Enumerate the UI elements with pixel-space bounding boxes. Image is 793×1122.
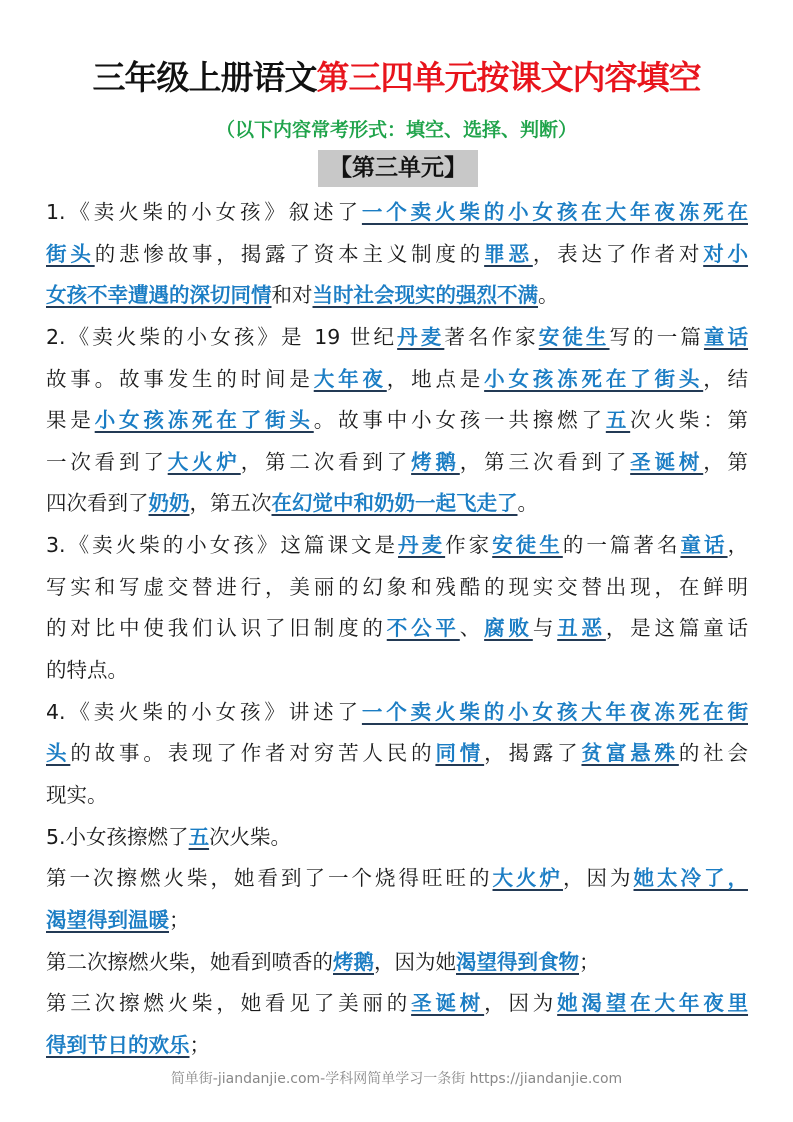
body-text: ，第 [703, 449, 749, 474]
text-line [46, 692, 748, 734]
answer-text: 丑恶 [557, 616, 606, 641]
text-line [46, 317, 748, 359]
body-text: 著名作家 [444, 324, 539, 349]
body-text: ，因为她 [374, 949, 456, 974]
answer-text: 大火炉 [167, 449, 241, 474]
body-text: 第三次擦燃火柴，她看见了美丽的 [46, 991, 412, 1016]
title-red-part: 第三四单元按课文内容填空 [316, 58, 701, 97]
text-line [46, 567, 748, 609]
answer-text: 小女孩冻死在了街头 [484, 366, 704, 391]
text-line [46, 525, 748, 567]
body-text: 写实和写虚交替进行，美丽的幻象和残酷的现实交替出现，在鲜明 [46, 574, 748, 599]
answer-text: 渴望得到温暖 [46, 907, 169, 932]
body-text: ，因为 [563, 866, 634, 891]
answer-text: 腐败 [484, 616, 533, 641]
answer-text: 不公平 [386, 616, 460, 641]
answer-text: 在幻觉中和奶奶一起飞走了 [271, 491, 518, 516]
text-line [46, 483, 748, 525]
answer-text: 丹麦 [397, 324, 445, 349]
answer-text: 安徒生 [538, 324, 610, 349]
body-text: 5.小女孩擦燃了 [46, 824, 189, 849]
answer-text: 圣诞树 [411, 991, 485, 1016]
body-text: 的对比中使我们认识了旧制度的 [46, 616, 387, 641]
body-text: ，第三次看到了 [459, 449, 631, 474]
text-line [46, 192, 748, 234]
body-text: 。故事中小女孩一共擦燃了 [313, 408, 606, 433]
body-text: 。 [538, 283, 559, 308]
body-text: 现实。 [46, 782, 108, 807]
answer-text: 大火炉 [492, 866, 563, 891]
answer-text: 渴望得到食物 [456, 949, 579, 974]
text-line [46, 900, 748, 942]
text-line [46, 359, 748, 401]
text-line [46, 650, 748, 692]
body-text: 的故事。表现了作者对穷苦人民的 [70, 741, 436, 766]
text-line [46, 817, 748, 859]
text-line [46, 942, 748, 984]
body-text: 。 [517, 491, 538, 516]
answer-text: 童话 [680, 533, 728, 558]
answer-text: 贫富悬殊 [581, 741, 679, 766]
body-text: ，表达了作者对 [532, 241, 704, 266]
answer-text: 她太冷了， [633, 866, 748, 891]
subtitle: （以下内容常考形式：填空、选择、判断） [215, 119, 577, 141]
body-text: 次火柴：第 [630, 408, 749, 433]
body-text: 与 [532, 616, 558, 641]
answer-text: 她渴望在大年夜里 [557, 991, 749, 1016]
body-text: 作家 [445, 533, 493, 558]
body-text: 4.《卖火柴的小女孩》讲述了 [46, 699, 362, 724]
body-text: 2.《卖火柴的小女孩》是 19 世纪 [46, 324, 398, 349]
body-text: 一次看到了 [46, 449, 168, 474]
body-text: 的社会 [678, 741, 749, 766]
body-text: ，第五次 [189, 491, 272, 516]
text-line [46, 608, 748, 650]
body-text: ，地点是 [386, 366, 485, 391]
body-text: 、 [459, 616, 485, 641]
answer-text: 丹麦 [398, 533, 446, 558]
text-line [46, 442, 748, 484]
answer-text: 童话 [703, 324, 749, 349]
text-line [46, 775, 748, 817]
body-text: 四次看到了 [46, 491, 149, 516]
answer-text: 五 [605, 408, 631, 433]
answer-text: 安徒生 [492, 533, 563, 558]
answer-text: 罪恶 [484, 241, 533, 266]
answer-text: 一个卖火柴的小女孩大年夜冻死在街 [361, 699, 748, 724]
body-text: 的悲惨故事，揭露了资本主义制度的 [94, 241, 485, 266]
text-line [46, 1025, 748, 1067]
answer-text: 女孩不幸遭遇的深切同情 [46, 283, 272, 308]
body-text: 的特点。 [46, 658, 128, 683]
body-text: ，结 [703, 366, 749, 391]
answer-text: 奶奶 [148, 491, 190, 516]
answer-text: 街头 [46, 241, 95, 266]
text-line [46, 983, 748, 1025]
text-line [46, 858, 748, 900]
body-text: 和对 [271, 283, 313, 308]
footer-watermark: 简单街-jiandanjie.com-学科网简单学习一条街 https://jiandanjie.com [170, 1071, 623, 1087]
answer-text: 得到节日的欢乐 [46, 1032, 190, 1057]
answer-text: 五 [188, 824, 210, 849]
answer-text: 头 [46, 741, 71, 766]
page-title [0, 56, 793, 100]
body-text: ，第二次看到了 [240, 449, 412, 474]
body-text: ， [727, 533, 749, 558]
body-text: 果是 [46, 408, 95, 433]
answer-text: 圣诞树 [630, 449, 704, 474]
answer-text: 大年夜 [313, 366, 387, 391]
title-black-part: 三年级上册语文 [92, 58, 317, 97]
section-heading: 【第三单元】 [318, 150, 478, 187]
text-line [46, 400, 748, 442]
answer-text: 一个卖火柴的小女孩在大年夜冻死在 [361, 200, 748, 224]
answer-text: 烤鹅 [333, 949, 374, 974]
text-line [46, 733, 748, 775]
text-line [46, 275, 748, 317]
body-text: 次火柴。 [209, 824, 292, 849]
body-text: ； [169, 907, 190, 932]
answer-text: 烤鹅 [411, 449, 460, 474]
body-text: 1.《卖火柴的小女孩》叙述了 [46, 200, 362, 224]
body-text: ； [579, 949, 600, 974]
body-text: ； [189, 1032, 210, 1057]
body-text: ，是这篇童话 [605, 616, 749, 641]
body-text: 第一次擦燃火柴，她看到了一个烧得旺旺的 [46, 866, 493, 891]
body-text: 3.《卖火柴的小女孩》这篇课文是 [46, 533, 399, 558]
body-text: 写的一篇 [609, 324, 704, 349]
answer-text: 同情 [435, 741, 485, 766]
body-text: ，因为 [484, 991, 558, 1016]
body-text: ，揭露了 [484, 741, 582, 766]
answer-text: 对小 [703, 241, 749, 266]
text-line [46, 234, 748, 276]
answer-text: 小女孩冻死在了街头 [94, 408, 314, 433]
body-text: 第二次擦燃火柴，她看到喷香的 [46, 949, 333, 974]
answer-text: 当时社会现实的强烈不满 [312, 283, 538, 308]
body-text: 故事。故事发生的时间是 [46, 366, 314, 391]
document-body [46, 192, 748, 1066]
body-text: 的一篇著名 [562, 533, 681, 558]
